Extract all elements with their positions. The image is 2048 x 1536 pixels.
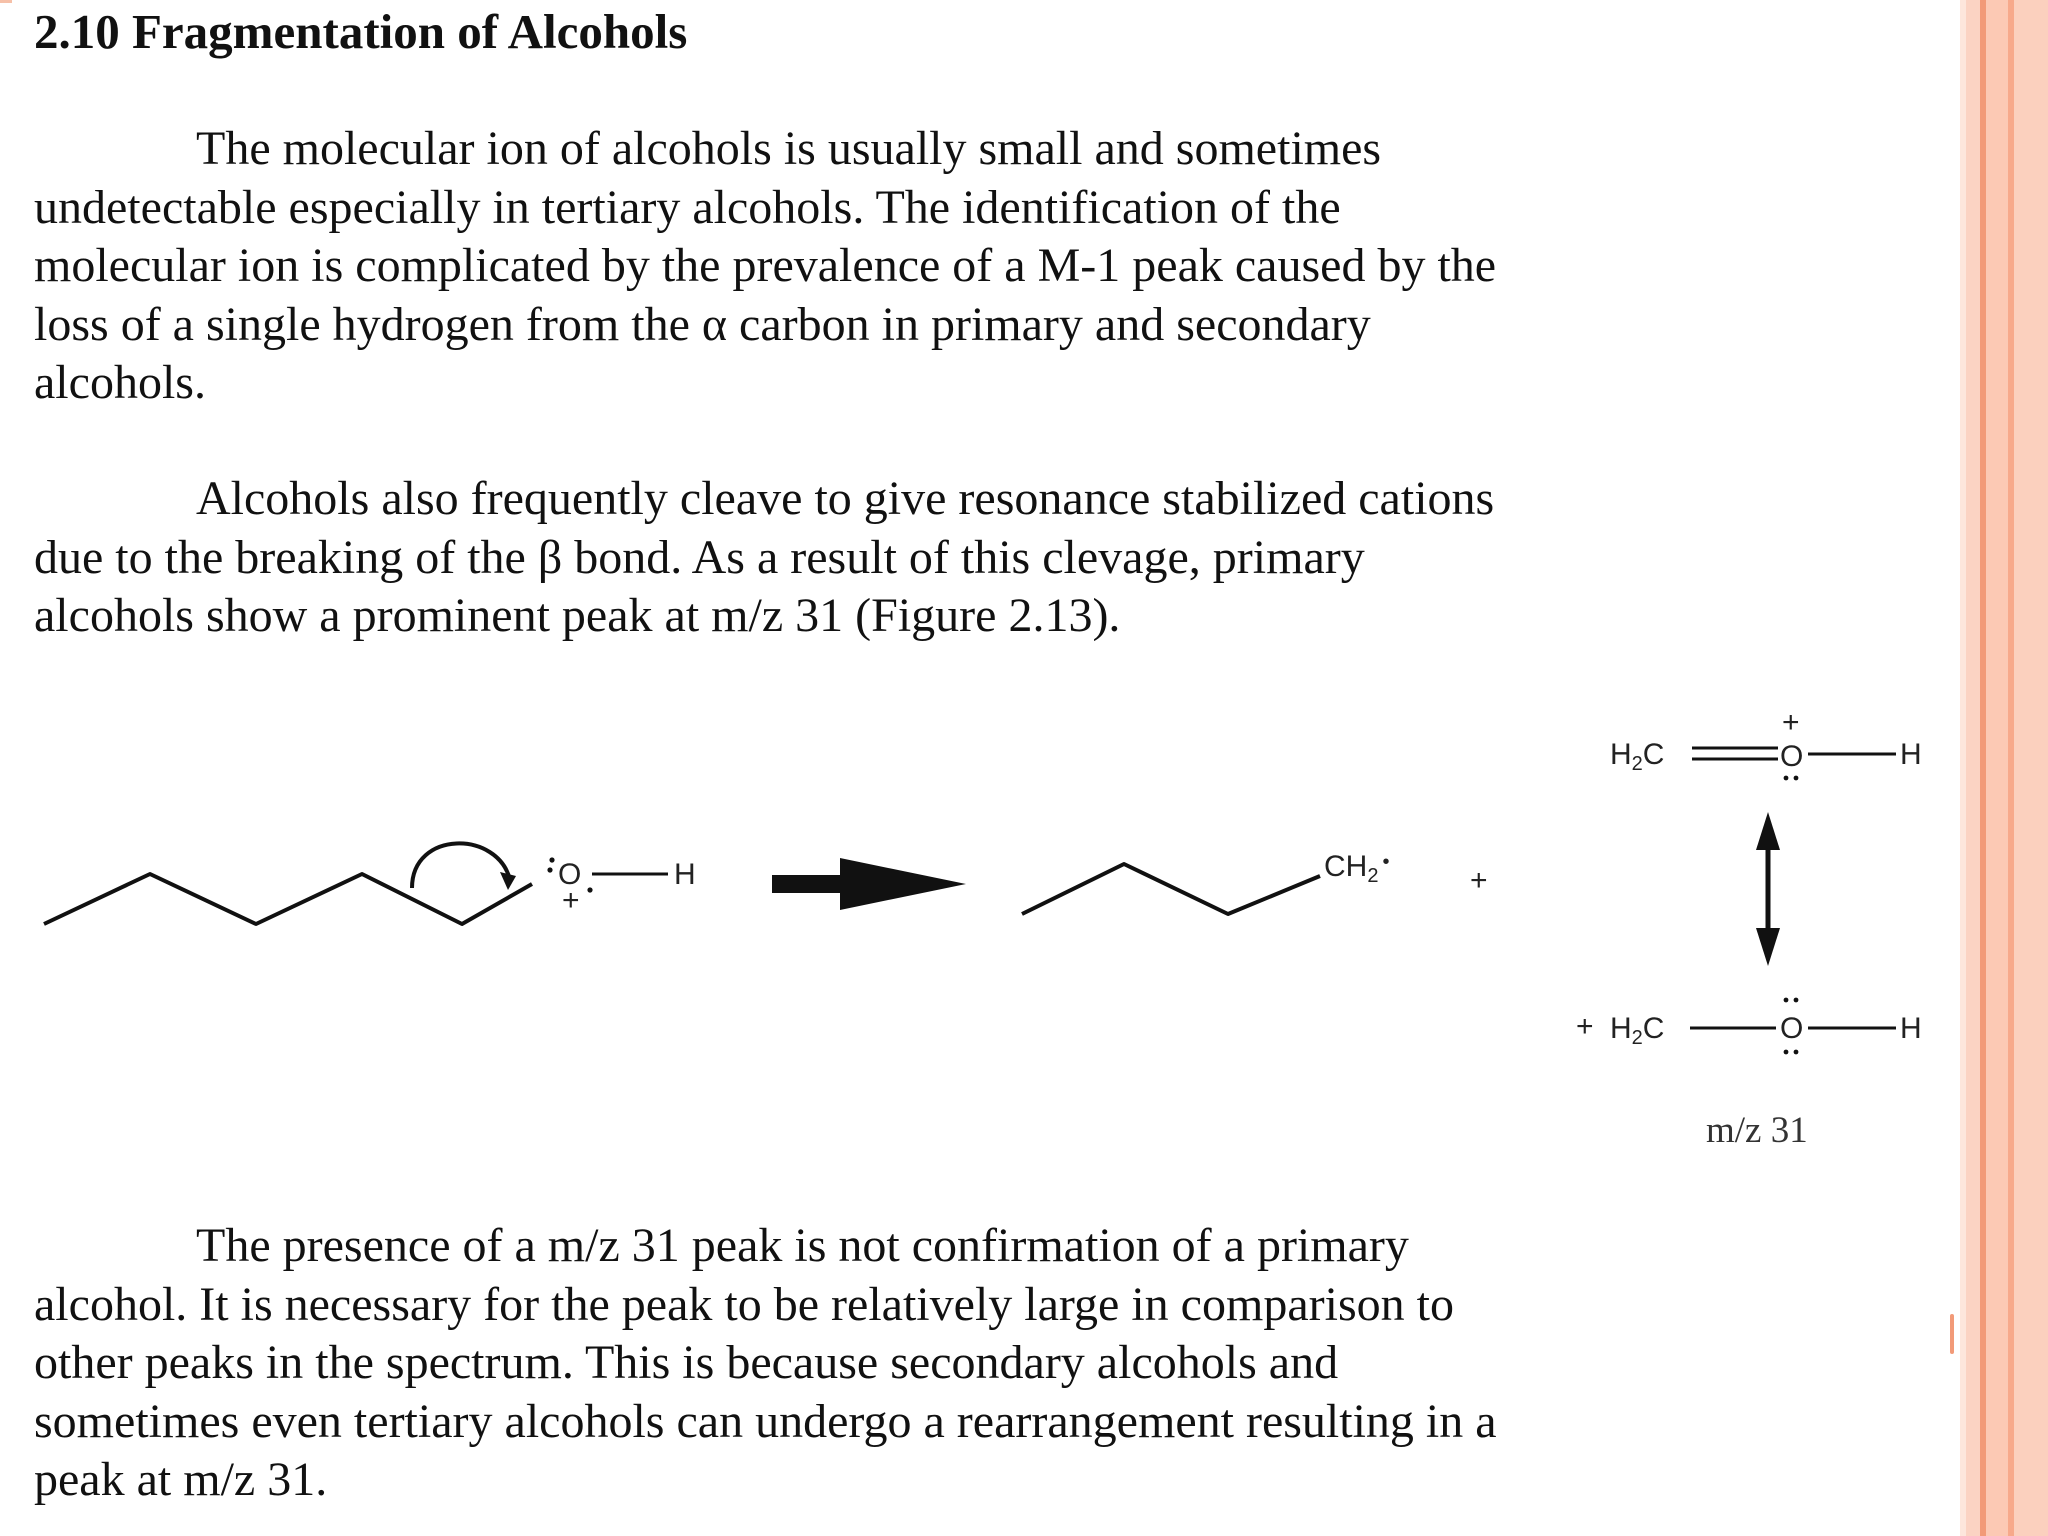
lone-pair-dot	[547, 867, 552, 872]
paragraph-line: loss of a single hydrogen from the α carbon in primary and secondary	[34, 297, 1371, 351]
reactant-oxygen: O	[558, 858, 582, 891]
resonance-bottom-oxygen: O	[1780, 1012, 1804, 1045]
paragraph-line: The presence of a m/z 31 peak is not confirmation of a primary	[196, 1219, 1409, 1272]
fragmentation-scheme-figure	[0, 640, 1960, 1180]
resonance-arrow-down-icon	[1756, 928, 1780, 966]
border-stripe	[1966, 0, 1980, 1536]
lone-pair-dot	[549, 857, 554, 862]
paragraph-beta-cleavage	[34, 470, 1934, 646]
border-stripe	[1986, 0, 2008, 1536]
paragraph-rearrangement	[34, 1217, 1934, 1510]
paragraph-line: molecular ion is complicated by the prevalence of a M-1 peak caused by the	[34, 239, 1497, 292]
reactant-charge: +	[562, 884, 580, 917]
plus-sign: +	[1470, 864, 1488, 897]
paragraph-line: alcohols show a prominent peak at m/z 31 (Figure 2.13).	[34, 589, 1121, 642]
paragraph-line: undetectable especially in tertiary alcohols. The identification of the	[34, 180, 1341, 234]
radical-group: $CH_2^•$	[1324, 850, 1390, 887]
paragraph-line: The molecular ion of alcohols is usually small and sometimes	[196, 122, 1382, 175]
resonance-top-charge: +	[1782, 706, 1800, 739]
paragraph-line: Alcohols also frequently cleave to give resonance stabilized cations	[196, 472, 1495, 525]
reaction-scheme	[0, 640, 1960, 1180]
paragraph-molecular-ion	[34, 120, 1934, 413]
lone-pair-dot	[1784, 998, 1789, 1003]
section-heading: 2.10 Fragmentation of Alcohols	[34, 4, 688, 59]
lone-pair-dot	[1794, 1050, 1799, 1055]
reaction-arrow-head-icon	[840, 858, 966, 910]
paragraph-line: due to the breaking of the β bond. As a result of this clevage, primary	[34, 530, 1365, 584]
reactant-hydrogen: H	[674, 858, 696, 891]
paragraph-line: other peaks in the spectrum. This is because secondary alcohols and	[34, 1336, 1339, 1389]
lone-pair-dot	[1794, 776, 1799, 781]
radical-carbon-chain	[1022, 864, 1320, 914]
electron-arrow-icon	[412, 843, 510, 888]
slide-corner-mark	[0, 0, 12, 3]
resonance-top-hydrogen: H	[1900, 738, 1922, 771]
lone-pair-dot	[587, 887, 592, 892]
resonance-bottom-charge: +	[1576, 1010, 1594, 1043]
paragraph-line: alcohol. It is necessary for the peak to be relatively large in comparison to	[34, 1277, 1454, 1331]
paragraph-line: sometimes even tertiary alcohols can undergo a rearrangement resulting in a	[34, 1394, 1497, 1448]
mz-caption: m/z 31	[1706, 1110, 1808, 1151]
reactant-carbon-chain	[44, 874, 532, 924]
slide-decorative-border	[1960, 0, 2048, 1536]
electron-arrow-head-icon	[500, 872, 516, 890]
resonance-top-oxygen: O	[1780, 740, 1804, 773]
resonance-top-carbon: $H_2C$	[1610, 738, 1665, 775]
paragraph-line: peak at m/z 31.	[34, 1453, 328, 1506]
resonance-bottom-hydrogen: H	[1900, 1012, 1922, 1045]
lone-pair-dot	[1784, 1050, 1789, 1055]
lone-pair-dot	[1794, 998, 1799, 1003]
paragraph-line: alcohols.	[34, 356, 206, 409]
border-mark	[1950, 1314, 1954, 1354]
border-stripe	[2014, 0, 2048, 1536]
lone-pair-dot	[1784, 776, 1789, 781]
resonance-bottom-carbon: $H_2C$	[1610, 1012, 1665, 1049]
resonance-arrow-up-icon	[1756, 812, 1780, 850]
